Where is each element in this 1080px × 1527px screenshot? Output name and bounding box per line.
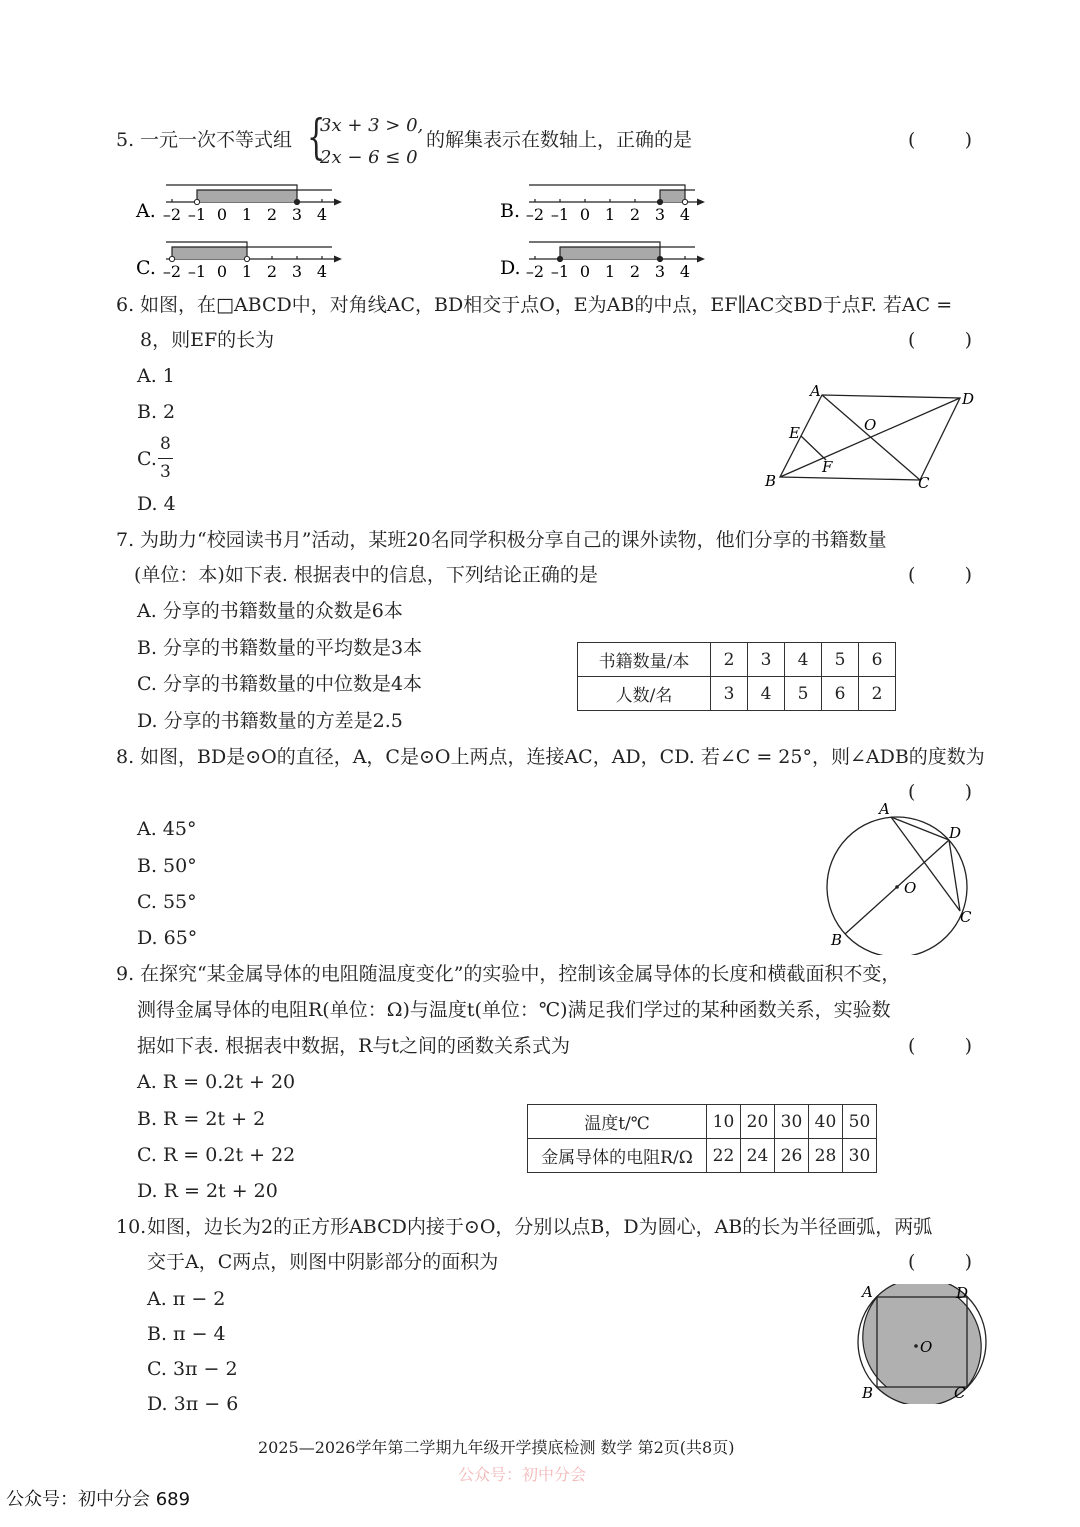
table-cell: 3	[748, 643, 785, 677]
tick-label: 3	[654, 262, 666, 280]
point-c-label: C	[960, 908, 972, 926]
solution-band	[172, 247, 247, 259]
tick-label: 0	[579, 205, 591, 224]
number-line-arrow	[334, 199, 342, 206]
table-cell: 6	[859, 643, 896, 677]
tick-label: 0	[216, 205, 228, 224]
tick-label: 1	[241, 205, 253, 224]
endpoint-right	[244, 256, 249, 261]
tick-label: 3	[291, 262, 303, 280]
table-cell: 22	[707, 1139, 741, 1173]
center-point	[895, 885, 899, 889]
q5-suffix: 的解集表示在数轴上，正确的是	[426, 129, 693, 151]
q8-option-d: D. 65°	[137, 927, 198, 949]
table-cell: 30	[843, 1139, 877, 1173]
q5-brace: {	[307, 109, 326, 165]
q9-line-1: 在探究“某金属导体的电阻随温度变化”的实验中，控制该金属导体的长度和横截面积不变，	[140, 963, 901, 985]
q8-circle-figure	[815, 795, 985, 955]
solution-band	[560, 247, 660, 259]
table-row	[528, 1105, 877, 1139]
endpoint-right	[657, 256, 662, 261]
q8-number: 8.	[116, 746, 135, 768]
tick-label: 2	[266, 205, 278, 224]
table-row-label: 人数/名	[578, 677, 711, 711]
q7-option-a: A. 分享的书籍数量的众数是6本	[137, 600, 403, 622]
point-a-label: A	[810, 385, 821, 400]
table-cell: 30	[775, 1105, 809, 1139]
tick-label: –2	[525, 262, 545, 280]
tick-label: –1	[550, 205, 570, 224]
q6-number: 6.	[116, 294, 135, 316]
tick-label: –1	[187, 262, 207, 280]
q5-option-d-label: D.	[500, 257, 521, 279]
point-a-label: A	[862, 1284, 873, 1301]
point-o-label: O	[920, 1338, 933, 1356]
tick-label: –1	[187, 205, 207, 224]
endpoint-left	[169, 256, 174, 261]
tick-label: 4	[316, 262, 328, 280]
table-cell: 6	[822, 677, 859, 711]
q5-number-lines	[0, 170, 1080, 280]
point-d-label: D	[949, 824, 962, 842]
tick-label: –1	[550, 262, 570, 280]
number-line-arrow	[697, 256, 705, 263]
q6-option-c-label: C.	[137, 448, 157, 470]
q7-option-d: D. 分享的书籍数量的方差是2.5	[137, 710, 403, 732]
tick-label: 2	[629, 262, 641, 280]
table-cell: 40	[809, 1105, 843, 1139]
table-row	[578, 677, 896, 711]
table-cell: 24	[741, 1139, 775, 1173]
table-cell: 5	[785, 677, 822, 711]
tick-label: 1	[604, 262, 616, 280]
q5-number: 5.	[116, 129, 135, 151]
table-cell: 10	[707, 1105, 741, 1139]
q10-option-a: A. π − 2	[147, 1288, 226, 1310]
table-row-label: 金属导体的电阻R/Ω	[528, 1139, 707, 1173]
q9-option-c: C. R = 0.2t + 22	[137, 1144, 296, 1166]
q10-number: 10.	[116, 1216, 147, 1238]
table-cell: 20	[741, 1105, 775, 1139]
table-cell: 28	[809, 1139, 843, 1173]
number-line-arrow	[697, 199, 705, 206]
center-point	[914, 1344, 918, 1348]
q5-prefix: 一元一次不等式组	[140, 129, 293, 151]
q8-line-1: 如图，BD是⊙O的直径，A，C是⊙O上两点，连接AC，AD，CD. 若∠C = 25°，则∠ADB的度数为	[140, 746, 985, 768]
point-d-label: D	[956, 1284, 969, 1302]
q6-line-1: 如图，在□ABCD中，对角线AC，BD相交于点O，E为AB的中点，EF∥AC交BD于点F. 若AC =	[140, 294, 953, 316]
table-cell: 5	[822, 643, 859, 677]
point-b-label: B	[765, 472, 777, 490]
tick-label: 4	[316, 205, 328, 224]
point-f-label: F	[822, 458, 833, 476]
endpoint-left	[557, 256, 562, 261]
table-cell: 50	[843, 1105, 877, 1139]
tick-label: 2	[266, 262, 278, 280]
point-b-label: B	[862, 1384, 874, 1402]
table-cell: 26	[775, 1139, 809, 1173]
tick-label: –2	[162, 205, 182, 224]
q10-line-1: 如图，边长为2的正方形ABCD内接于⊙O，分别以点B，D为圆心，AB的长为半径画弧，两弧	[147, 1216, 933, 1238]
point-d-label: D	[962, 390, 975, 408]
table-cell: 2	[711, 643, 748, 677]
q5-option-a-label: A.	[136, 200, 156, 222]
q7-books-table	[577, 642, 896, 711]
endpoint-right	[682, 199, 687, 204]
tick-label: –2	[525, 205, 545, 224]
q7-option-b: B. 分享的书籍数量的平均数是3本	[137, 637, 423, 659]
watermark: 公众号：初中分会	[458, 1465, 587, 1484]
q6-option-d: D. 4	[137, 493, 176, 515]
q6-option-a: A. 1	[137, 365, 175, 387]
tick-label: 3	[654, 205, 666, 224]
number-line-arrow	[334, 256, 342, 263]
brand-caption: 公众号：初中分会 689	[6, 1489, 191, 1510]
table-row-label: 温度t/℃	[528, 1105, 707, 1139]
q6-parallelogram-figure	[760, 385, 980, 495]
point-a-label: A	[879, 800, 890, 818]
q6-option-c-denominator: 3	[160, 462, 171, 482]
endpoint-right	[294, 199, 299, 204]
point-o-label: O	[864, 416, 877, 434]
q8-option-a: A. 45°	[137, 818, 197, 840]
solution-band	[197, 190, 297, 202]
q10-square-circle-figure	[850, 1284, 990, 1404]
endpoint-left	[194, 199, 199, 204]
endpoint-left	[657, 199, 662, 204]
q10-option-c: C. 3π − 2	[147, 1358, 238, 1380]
q9-option-a: A. R = 0.2t + 20	[137, 1071, 296, 1093]
q9-line-3: 据如下表. 根据表中数据，R与t之间的函数关系式为	[137, 1035, 571, 1057]
q5-option-c-label: C.	[136, 257, 156, 279]
q7-number: 7.	[116, 529, 135, 551]
diagonal-bd	[780, 398, 960, 477]
tick-label: 1	[604, 205, 616, 224]
point-c-label: C	[918, 474, 930, 492]
table-row	[528, 1139, 877, 1173]
q6-line-2: 8，则EF的长为	[140, 329, 275, 351]
tick-label: –2	[162, 262, 182, 280]
q9-line-2: 测得金属导体的电阻R(单位：Ω)与温度t(单位：℃)满足我们学过的某种函数关系，实验数	[137, 999, 891, 1021]
q6-option-c-numerator: 8	[160, 434, 171, 454]
q7-line-1: 为助力“校园读书月”活动，某班20名同学积极分享自己的课外读物，他们分享的书籍数量	[140, 529, 887, 551]
tick-label: 4	[679, 262, 691, 280]
q5-option-b-label: B.	[500, 200, 521, 222]
table-cell: 4	[785, 643, 822, 677]
q10-line-2: 交于A，C两点，则图中阴影部分的面积为	[147, 1251, 499, 1273]
q5-inequality-1: 3x + 3 > 0,	[320, 115, 424, 136]
q9-number: 9.	[116, 963, 135, 985]
segment-ef	[801, 436, 826, 460]
q9-option-b: B. R = 2t + 2	[137, 1108, 266, 1130]
table-cell: 2	[859, 677, 896, 711]
point-o-label: O	[904, 879, 917, 897]
tick-label: 3	[291, 205, 303, 224]
point-c-label: C	[954, 1384, 966, 1402]
tick-label: 0	[579, 262, 591, 280]
q10-option-d: D. 3π − 6	[147, 1393, 239, 1415]
table-cell: 3	[711, 677, 748, 711]
table-cell: 4	[748, 677, 785, 711]
table-row-label: 书籍数量/本	[578, 643, 711, 677]
tick-label: 4	[679, 205, 691, 224]
q6-option-c-fraction-bar	[158, 458, 173, 459]
solution-band	[660, 190, 685, 202]
point-b-label: B	[831, 931, 843, 949]
table-row	[578, 643, 896, 677]
chord-cd	[949, 840, 960, 911]
q10-option-b: B. π − 4	[147, 1323, 226, 1345]
q9-resistance-table	[527, 1104, 877, 1173]
point-e-label: E	[789, 424, 800, 442]
page-footer: 2025—2026学年第二学期九年级开学摸底检测 数学 第2页(共8页)	[258, 1438, 735, 1457]
q8-option-b: B. 50°	[137, 855, 197, 877]
q5-inequality-2: 2x − 6 ≤ 0	[320, 147, 418, 168]
q7-line-2: (单位：本)如下表. 根据表中的信息，下列结论正确的是	[134, 564, 598, 586]
tick-label: 1	[241, 262, 253, 280]
q8-option-c: C. 55°	[137, 891, 197, 913]
q9-option-d: D. R = 2t + 20	[137, 1180, 278, 1202]
tick-label: 2	[629, 205, 641, 224]
tick-label: 0	[216, 262, 228, 280]
q6-option-b: B. 2	[137, 401, 176, 423]
q7-option-c: C. 分享的书籍数量的中位数是4本	[137, 673, 423, 695]
